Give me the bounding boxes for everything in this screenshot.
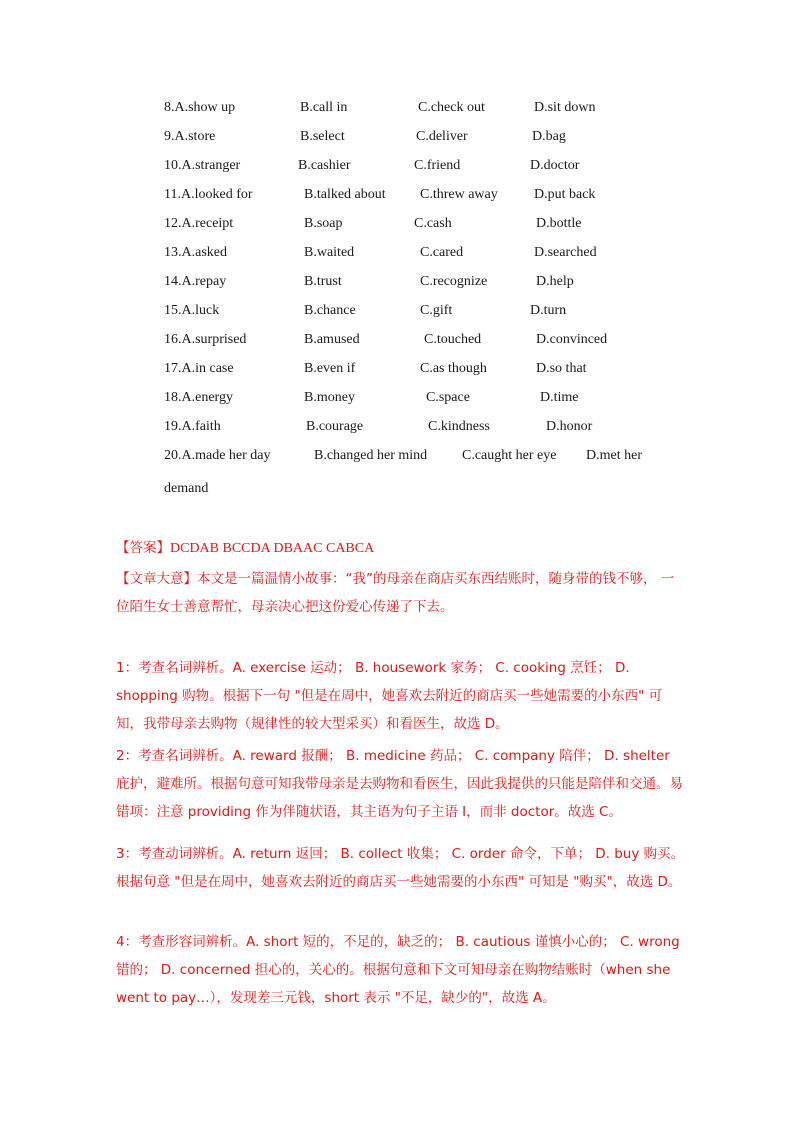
question-number: 20.	[164, 448, 182, 463]
question-number: 11.	[164, 187, 181, 202]
option-a: A.surprised	[181, 332, 247, 347]
explanation-1: 1：考查名词辨析。A. exercise 运动； B. housework 家务； C. cooking 烹饪； D. shopping 购物。根据下一句 "但是在周中，她喜欢去附近的商店买一些她需要的小东西" 可知，我带母亲去购物（规律性的较大型采买）和看医生，故选 D。	[116, 660, 663, 732]
option-a: A.asked	[181, 245, 227, 260]
option-d: D.turn	[530, 303, 567, 318]
answer-line	[116, 536, 374, 557]
option-d: D.sit down	[534, 100, 596, 115]
option-b: B.cashier	[298, 158, 351, 173]
option-a: A.repay	[181, 274, 227, 289]
option-b: B.courage	[306, 419, 364, 434]
question-row	[0, 361, 800, 381]
option-b: B.waited	[304, 245, 355, 260]
option-b: B.changed her mind	[314, 448, 428, 463]
option-c: C.check out	[418, 100, 485, 115]
option-b: B.amused	[304, 332, 360, 347]
question-row	[0, 100, 800, 120]
option-c: C.gift	[420, 303, 453, 318]
option-d: D.met her	[586, 448, 642, 463]
question-row	[0, 448, 800, 468]
question-number: 13.	[164, 245, 182, 260]
option-b: B.chance	[304, 303, 356, 318]
summary-label: 【文章大意】	[116, 571, 197, 587]
question-number: 18.	[164, 390, 182, 405]
question-number: 9.	[164, 129, 175, 144]
answer-text: DCDAB BCCDA DBAAC CABCA	[170, 541, 375, 556]
option-c: C.cash	[414, 216, 452, 231]
option-c: C.space	[426, 390, 470, 405]
question-row	[0, 216, 800, 236]
option-c: C.threw away	[420, 187, 498, 202]
question-number-and-option-a	[164, 390, 233, 406]
question-row	[0, 274, 800, 294]
option-a: A.faith	[181, 419, 221, 434]
option-a: A.made her day	[181, 448, 271, 463]
option-c: C.kindness	[428, 419, 490, 434]
question-number-and-option-a	[164, 100, 235, 116]
option-b: B.call in	[300, 100, 348, 115]
option-d: D.searched	[534, 245, 597, 260]
question-number-and-option-a	[164, 361, 234, 377]
summary-paragraph	[116, 565, 686, 621]
question-number: 14.	[164, 274, 182, 289]
option-c: C.friend	[414, 158, 461, 173]
question-number-and-option-a	[164, 187, 253, 203]
option-a: A.stranger	[181, 158, 241, 173]
option-c: C.as though	[420, 361, 487, 376]
question-row	[0, 419, 800, 439]
option-b: B.soap	[304, 216, 343, 231]
question-row	[0, 187, 800, 207]
explanation-4: 4：考查形容词辨析。A. short 短的，不足的，缺乏的； B. cautious 谨慎小心的； C. wrong 错的； D. concerned 担心的，关心的。根据句意和下文可知母亲在购物结账时（when she went to pay…），发现差三元钱，short 表示 "不足，缺少的"，故选 A。	[116, 934, 680, 1006]
option-a: A.energy	[181, 390, 233, 405]
question-number: 17.	[164, 361, 182, 376]
option-a: A.in case	[181, 361, 234, 376]
option-d: D.doctor	[530, 158, 580, 173]
question-row	[0, 158, 800, 178]
question-number: 8.	[164, 100, 175, 115]
option-a: A.receipt	[181, 216, 234, 231]
question-row	[0, 129, 800, 149]
question-number-and-option-a	[164, 129, 215, 145]
option-b: B.even if	[304, 361, 356, 376]
explanation-2: 2：考查名词辨析。A. reward 报酬； B. medicine 药品； C. company 陪伴； D. shelter 庇护，避难所。根据句意可知我带母亲是去购物和看医生，因此我提供的只能是陪伴和交通。易错项：注意 providing 作为伴随状语，其主语为句子主语 I，而非 doctor。故选 C。	[116, 748, 683, 820]
question-number-and-option-a	[164, 419, 221, 435]
question-number-and-option-a	[164, 216, 233, 232]
question-row	[0, 303, 800, 323]
option-20-continuation: demand	[164, 481, 209, 496]
question-row	[0, 390, 800, 410]
option-b: B.money	[304, 390, 355, 405]
option-a: A.looked for	[180, 187, 253, 202]
option-a: A.luck	[181, 303, 220, 318]
question-number: 12.	[164, 216, 182, 231]
question-number-and-option-a	[164, 245, 227, 261]
question-number: 15.	[164, 303, 182, 318]
question-number-and-option-a	[164, 448, 271, 464]
option-d: D.so that	[536, 361, 587, 376]
summary-text: 本文是一篇温情小故事：“我”的母亲在商店买东西结账时，随身带的钱不够， 一位陌生女士善意帮忙，母亲决心把这份爱心传递了下去。	[116, 571, 675, 615]
question-number-and-option-a	[164, 274, 226, 290]
question-number: 10.	[164, 158, 182, 173]
option-a: A.show up	[174, 100, 236, 115]
option-d: D.time	[540, 390, 579, 405]
option-d: D.honor	[546, 419, 593, 434]
option-c: C.touched	[424, 332, 482, 347]
question-number: 16.	[164, 332, 182, 347]
question-number-and-option-a	[164, 332, 246, 348]
option-c: C.cared	[420, 245, 464, 260]
question-number-and-option-a	[164, 158, 240, 174]
explanation-3: 3：考查动词辨析。A. return 返回； B. collect 收集； C. order 命令，下单； D. buy 购买。根据句意 "但是在周中，她喜欢去附近的商店买一些她需要的小东西" 可知是 "购买"，故选 D。	[116, 846, 685, 890]
option-c: C.recognize	[420, 274, 488, 289]
option-b: B.talked about	[304, 187, 386, 202]
question-row	[0, 332, 800, 352]
option-d: D.put back	[534, 187, 596, 202]
option-c: C.deliver	[416, 129, 468, 144]
option-d: D.convinced	[536, 332, 608, 347]
answer-label: 【答案】	[116, 540, 170, 556]
option-d: D.bag	[532, 129, 566, 144]
option-b: B.trust	[304, 274, 342, 289]
option-a: A.store	[174, 129, 216, 144]
option-b: B.select	[300, 129, 345, 144]
option-c: C.caught her eye	[462, 448, 557, 463]
question-number: 19.	[164, 419, 182, 434]
option-d: D.help	[536, 274, 574, 289]
option-d: D.bottle	[536, 216, 582, 231]
question-row	[0, 245, 800, 265]
question-number-and-option-a	[164, 303, 219, 319]
